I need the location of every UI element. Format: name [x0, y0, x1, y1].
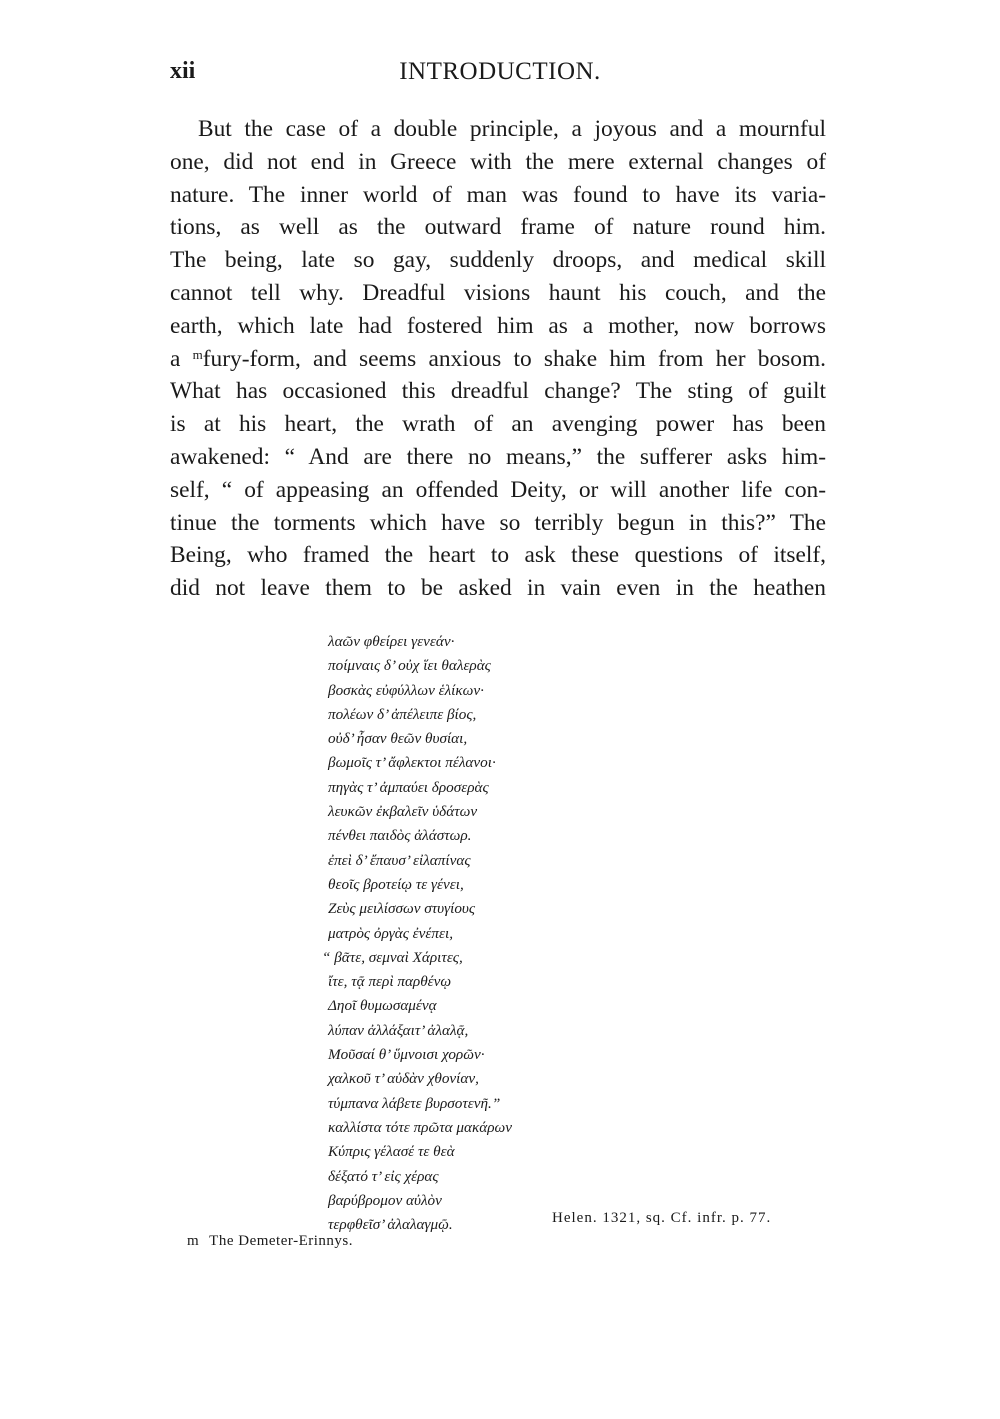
body-line: awakened: “ And are there no means,” the sufferer asks him-	[170, 443, 826, 470]
body-line: earth, which late had fostered him as a mother, now borrows	[170, 312, 826, 339]
footnote-reference: m	[192, 346, 203, 362]
body-line: is at his heart, the wrath of an avenging power has been	[170, 411, 826, 438]
body-line: Being, who framed the heart to ask these questions of itself,	[170, 542, 826, 569]
body-line: nature. The inner world of man was found to have its varia-	[170, 181, 826, 208]
body-line-rest: fury-form, and seems anxious to shake him from her bosom.	[202, 345, 826, 372]
verse-line: ματρὸς ὀργὰς ἐνέπει,	[328, 924, 453, 942]
body-line: But the case of a double principle, a joyous and a mournful	[198, 116, 826, 142]
verse-line: πένθει παιδὸς ἀλάστωρ.	[328, 827, 472, 845]
body-line: cannot tell why. Dreadful visions haunt his couch, and the	[170, 279, 826, 306]
body-line: What has occasioned this dreadful change? The sting of guilt	[170, 378, 826, 405]
footnote-text: The Demeter-Erinnys.	[209, 1233, 353, 1249]
article-a: a	[170, 345, 181, 372]
body-line: The being, late so gay, suddenly droops, and medical skill	[170, 247, 826, 274]
verse-line: βοσκὰς εὐφύλλων ἑλίκων·	[328, 681, 484, 699]
body-line: self, “ of appeasing an offended Deity, or will another life con-	[170, 476, 826, 503]
verse-line: χαλκοῦ τ’ αὐδὰν χθονίαν,	[328, 1070, 479, 1088]
verse-line: τερφθεῖσ’ ἀλαλαγμῷ.	[328, 1216, 453, 1234]
body-line: one, did not end in Greece with the mere external changes of	[170, 148, 826, 175]
page-header	[170, 58, 830, 94]
verse-line: Κύπρις γέλασέ τε θεὰ	[328, 1143, 455, 1161]
verse-line: πολέων δ’ ἀπέλειπε βίος,	[328, 705, 477, 723]
verse-line: λύπαν ἀλλάξαιτ’ ἀλαλᾷ,	[328, 1021, 469, 1039]
verse-line: λευκῶν ἐκβαλεῖν ὑδάτων	[328, 803, 478, 821]
verse-line: Μοῦσαί θ’ ὕμνοισι χορῶν·	[328, 1046, 485, 1064]
verse-line: “ βᾶτε, σεμναὶ Χάριτες,	[322, 948, 463, 966]
body-line: tions, as well as the outward frame of nature round him.	[170, 214, 826, 241]
body-line: tinue the torments which have so terribly begun in this?” The	[170, 509, 826, 536]
verse-line: πηγὰς τ’ ἀμπαύει δροσερὰς	[328, 778, 489, 796]
verse-line: βωμοῖς τ’ ἄφλεκτοι πέλανοι·	[328, 754, 496, 772]
verse-citation: Helen. 1321, sq. Cf. infr. p. 77.	[552, 1210, 772, 1226]
footnote	[187, 1233, 353, 1250]
verse-line: καλλίστα τότε πρῶτα μακάρων	[328, 1118, 513, 1136]
body-line: did not leave them to be asked in vain even in the heathen	[170, 575, 826, 602]
verse-line: ἐπεὶ δ’ ἔπαυσ’ εἰλαπίνας	[328, 851, 471, 869]
verse-line: Ζεὺς μειλίσσων στυγίους	[328, 900, 476, 918]
verse-line: θεοῖς βροτείῳ τε γένει,	[328, 875, 464, 893]
page-number: xii	[170, 58, 196, 84]
verse-line: δέξατό τ’ εἰς χέρας	[328, 1167, 439, 1185]
verse-line: βαρύβρομον αὐλὸν	[328, 1191, 442, 1209]
greek-verse-quotation	[322, 630, 513, 1237]
verse-line: Δηοῖ θυμωσαμένᾳ	[328, 997, 437, 1015]
body-paragraph	[170, 113, 826, 605]
verse-line: ἴτε, τᾷ περὶ παρθένῳ	[328, 973, 452, 991]
body-line-with-footnote	[170, 343, 826, 376]
verse-line: ποίμναις δ’ οὐχ ἵει θαλερὰς	[328, 657, 491, 675]
footnote-marker: m	[187, 1233, 200, 1249]
verse-line: τύμπανα λάβετε βυρσοτενῆ.”	[328, 1094, 501, 1112]
running-title: INTRODUCTION.	[399, 58, 601, 85]
verse-line: οὐδ’ ἦσαν θεῶν θυσίαι,	[328, 730, 468, 748]
verse-line: λαῶν φθείρει γενεάν·	[328, 633, 455, 650]
